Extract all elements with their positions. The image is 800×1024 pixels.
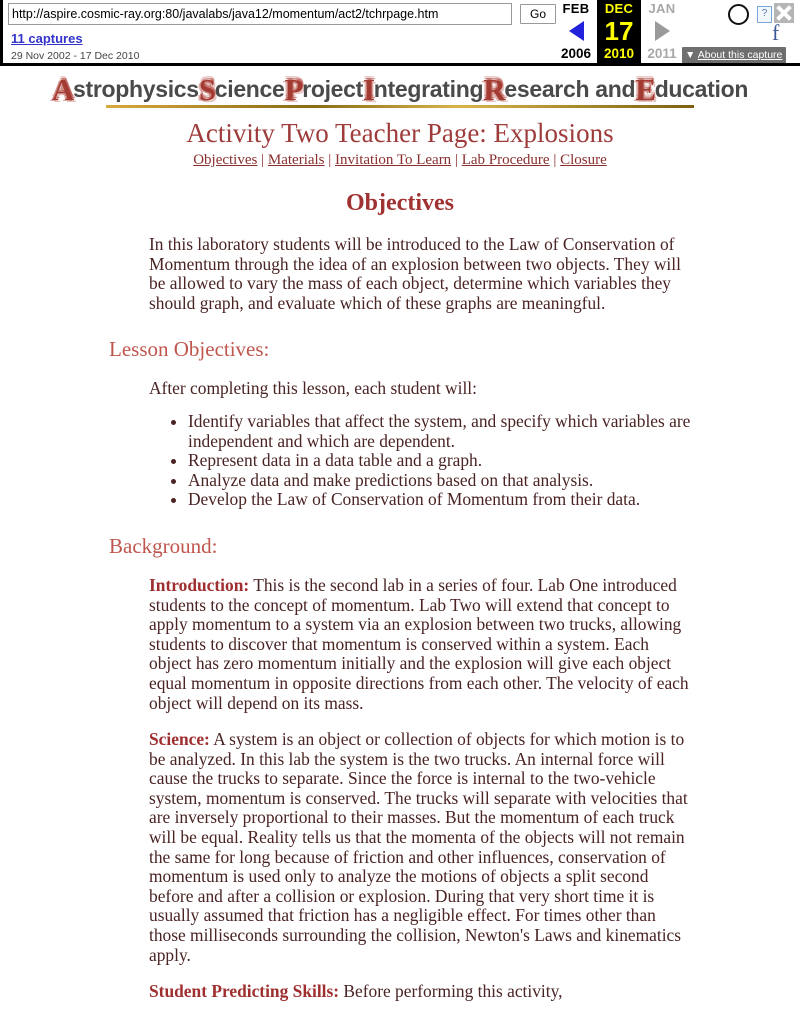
logo-cap-s: S — [198, 72, 216, 107]
nav-separator: | — [451, 152, 462, 168]
list-item: • Identify variables that affect the system, and specify which variables are independent and which are dependent. — [188, 412, 695, 451]
nav-separator: | — [549, 152, 561, 168]
logo-rest-research: esearch and — [504, 76, 636, 102]
logo-rest-science: cience — [214, 76, 285, 102]
timeline-prev-column[interactable] — [555, 0, 597, 63]
logo-rest-astrophysics: strophysics — [72, 76, 199, 102]
nav-separator: | — [257, 152, 268, 168]
logo-word-project — [284, 72, 364, 107]
prev-month-label: FEB — [562, 1, 590, 16]
introduction-runin-label: Introduction: — [149, 574, 250, 595]
about-this-capture-label: About this capture — [697, 49, 783, 61]
student-predicting-body-text: Before performing this activity, — [339, 981, 563, 1002]
facebook-icon[interactable]: f — [772, 20, 780, 45]
introduction-paragraph — [0, 576, 800, 713]
logo-word-integrating — [363, 72, 484, 107]
logo-word-science — [198, 72, 285, 107]
current-month-label: DEC — [597, 0, 641, 16]
subheading-background: Background: — [109, 533, 218, 558]
current-year-label: 2010 — [597, 46, 641, 62]
student-predicting-runin-label: Student Predicting Skills: — [149, 981, 340, 1002]
student-predicting-paragraph — [0, 982, 800, 1002]
nav-link-lab-procedure[interactable]: Lab Procedure — [461, 152, 550, 168]
broken-image-icon: ? — [757, 6, 772, 23]
section-nav — [0, 151, 800, 169]
prev-year-label: 2006 — [560, 46, 592, 61]
science-runin-label: Science: — [149, 729, 210, 750]
intro-paragraph: In this laboratory students will be introduced to the Law of Conservation of Momentum through the idea of an explosion between two objects. They will be allowed to vary the mass of each object, determine which variables they should graph, and evaluate which of these graphs are meaningful. — [149, 234, 681, 313]
logo-rest-project: roject — [302, 76, 364, 102]
nav-separator: | — [324, 152, 336, 168]
nav-link-invitation-to-learn[interactable]: Invitation To Learn — [335, 152, 452, 168]
capture-timeline — [553, 0, 675, 63]
article-body — [0, 235, 800, 1002]
next-month-label: JAN — [648, 1, 676, 16]
page-title: Activity Two Teacher Page: Explosions — [186, 118, 614, 148]
capture-date-range: 29 Nov 2002 - 17 Dec 2010 — [11, 50, 140, 62]
url-input[interactable] — [8, 3, 512, 25]
wayback-toolbar — [0, 0, 800, 66]
lesson-objectives-list — [0, 412, 800, 510]
logo-cap-a: A — [51, 72, 74, 107]
logo-rest-education: ducation — [654, 76, 749, 102]
logo-word-research — [483, 72, 636, 107]
logo-cap-i: I — [363, 72, 375, 107]
captures-link[interactable]: 11 captures — [11, 31, 83, 46]
nav-link-closure[interactable]: Closure — [560, 152, 607, 168]
logo-word-education — [635, 72, 749, 107]
logo-cap-e: E — [635, 72, 656, 107]
nav-link-objectives[interactable]: Objectives — [193, 152, 258, 168]
science-body-text: A system is an object or collection of objects for which motion is to be analyzed. In this lab the system is the two trucks. An internal force will cause the trucks to separate. Since the force is internal to the two-vehicle system, momentum is conserved. The trucks will separate with velocities that are inversely proportional to their masses. But the momentum of each truck will be equal. Reality tells us that the momenta of the objects will not remain the same for long because of friction and other influences, conservation of momentum is used only to analyze the motions of objects a split second before and after a collision or explosion. During that very short time it is usually assumed that friction has a negligible effect. For times other than those milliseconds surrounding the collision, Newton's Laws and kinematics apply. — [149, 729, 688, 965]
next-year-label: 2011 — [647, 46, 677, 61]
page-content — [0, 118, 800, 1002]
about-this-capture-button[interactable] — [682, 47, 786, 64]
logo-cap-p: P — [284, 72, 304, 107]
arrow-right-icon — [655, 21, 670, 41]
science-paragraph — [0, 730, 800, 965]
toolbar-left-rule — [0, 0, 3, 63]
logo-rest-integrating: ntegrating — [373, 76, 484, 102]
introduction-body-text: This is the second lab in a series of four. Lab One introduced students to the concept of momentum. Lab Two will extend that concept to apply momentum to a system via an explosion between two trucks, allowing students to discover that momentum is conserved within a system. Each object has zero momentum initially and the explosion will give each object equal momentum in opposite directions from each other. The velocity of each object will depend on its mass. — [149, 574, 689, 713]
url-row — [8, 3, 556, 25]
section-heading-objectives: Objectives — [346, 190, 454, 216]
loading-circle-icon — [728, 4, 749, 25]
subheading-lesson-objectives: Lesson Objectives: — [109, 337, 270, 362]
logo-divider-rule — [106, 105, 694, 108]
logo-word-astrophysics — [51, 72, 199, 107]
list-item: • Develop the Law of Conservation of Momentum from their data. — [188, 490, 695, 510]
current-day-label: 17 — [604, 16, 634, 46]
lesson-objectives-lead: After completing this lesson, each student will: — [149, 378, 477, 399]
caret-down-icon: ▼ — [685, 49, 696, 61]
list-item: • Represent data in a data table and a graph. — [188, 451, 695, 471]
prev-capture-arrow[interactable] — [555, 16, 597, 46]
timeline-current-column[interactable] — [597, 0, 641, 63]
list-item: • Analyze data and make predictions based on that analysis. — [188, 471, 695, 491]
nav-link-materials[interactable]: Materials — [267, 152, 325, 168]
logo-cap-r: R — [483, 72, 506, 107]
site-logo[interactable] — [0, 66, 800, 108]
arrow-left-icon — [569, 21, 584, 41]
go-button[interactable]: Go — [520, 4, 556, 24]
logo-wordmark — [51, 72, 749, 107]
